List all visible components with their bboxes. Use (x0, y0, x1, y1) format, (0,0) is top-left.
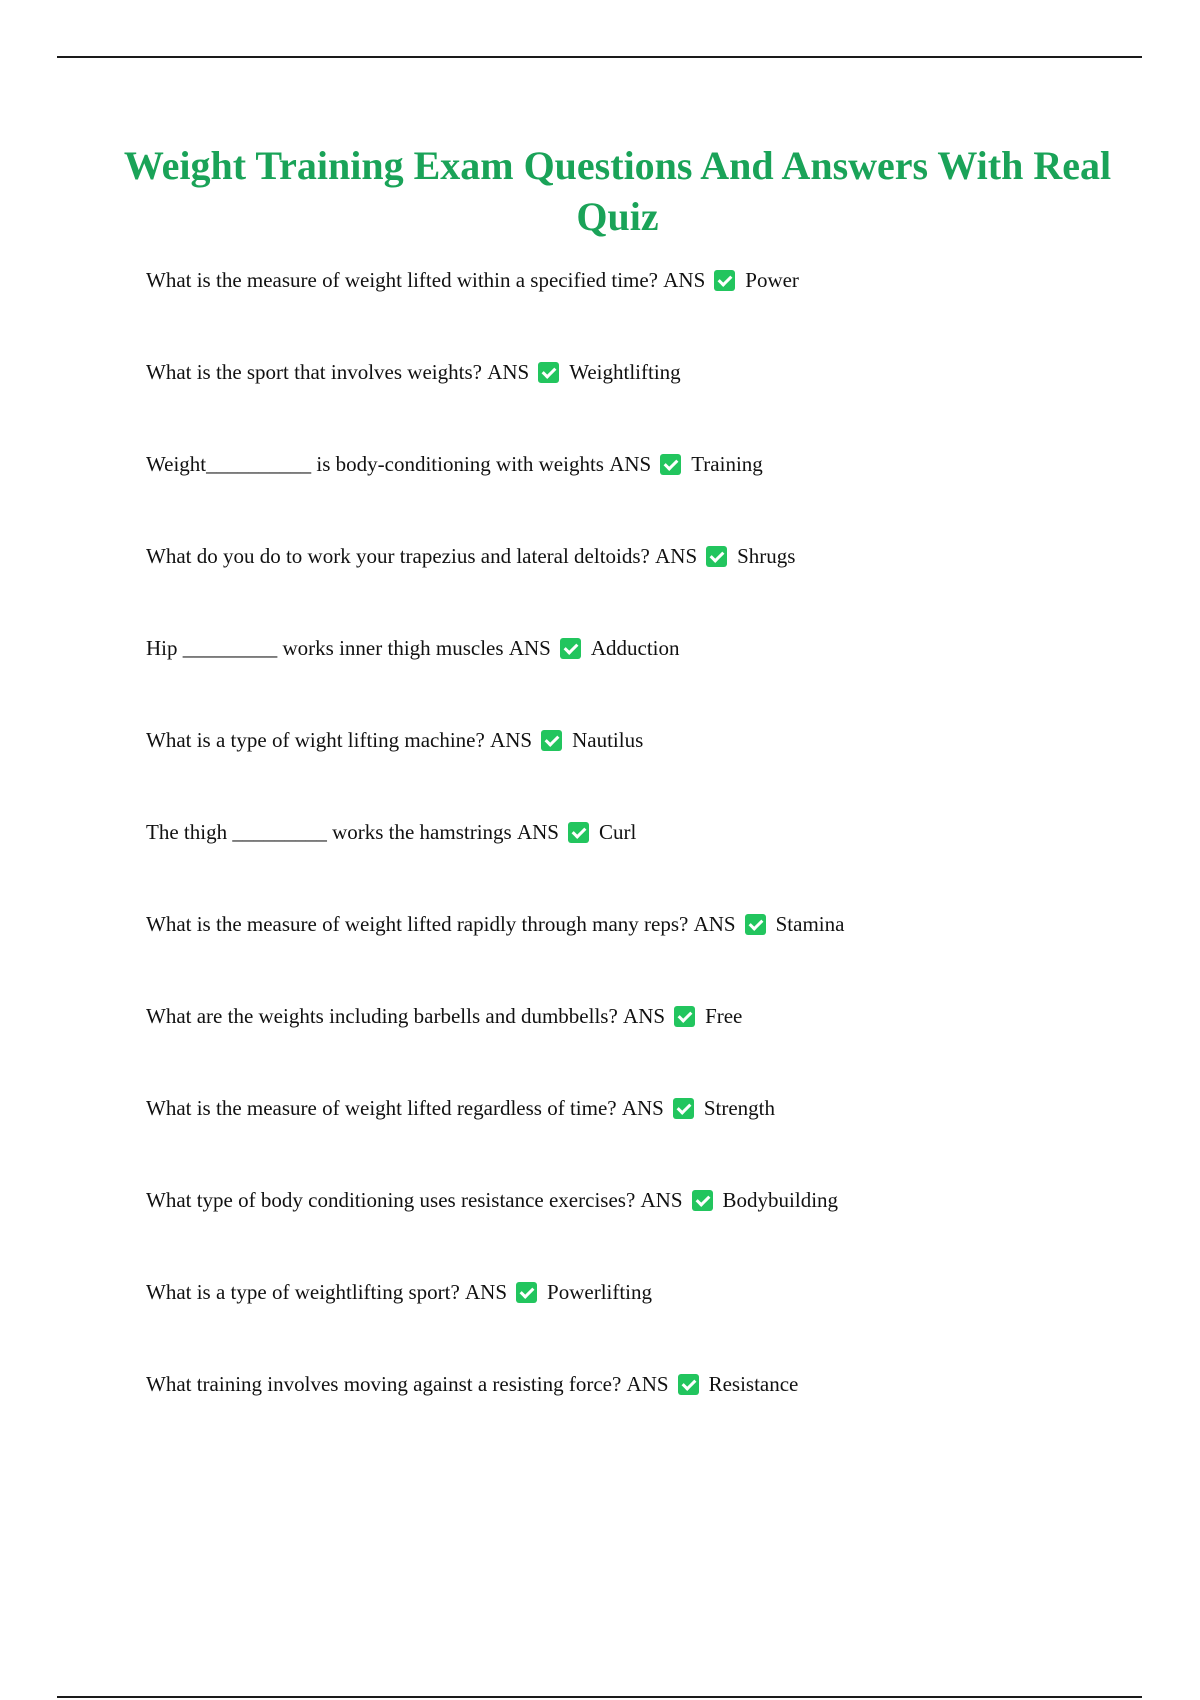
answer-marker: ANS (465, 1280, 508, 1305)
question-text: What type of body conditioning uses resistance exercises? (146, 1188, 636, 1213)
qa-item (146, 998, 1146, 1090)
question-text: What is the measure of weight lifted regardless of time? (146, 1096, 617, 1121)
check-icon (516, 1282, 537, 1303)
answer-marker: ANS (487, 360, 530, 385)
question-text: What training involves moving against a resisting force? (146, 1372, 622, 1397)
qa-item (146, 1090, 1146, 1182)
qa-item (146, 722, 1146, 814)
check-icon (538, 362, 559, 383)
check-icon (660, 454, 681, 475)
answer-marker: ANS (621, 1096, 664, 1121)
qa-item (146, 1366, 1146, 1458)
answer-text: Strength (703, 1096, 776, 1121)
answer-text: Adduction (590, 636, 680, 661)
answer-text: Shrugs (737, 544, 796, 569)
check-icon (678, 1374, 699, 1395)
answer-text: Stamina (775, 912, 845, 937)
answer-text: Resistance (708, 1372, 799, 1397)
check-icon (692, 1190, 713, 1211)
question-text: Hip _________ works inner thigh muscles (146, 636, 504, 661)
check-icon (745, 914, 766, 935)
answer-marker: ANS (626, 1372, 669, 1397)
qa-item (146, 814, 1146, 906)
answer-marker: ANS (663, 268, 706, 293)
document-title: Weight Training Exam Questions And Answers With Real Quiz (123, 143, 1112, 239)
question-text: What is a type of weightlifting sport? (146, 1280, 460, 1305)
answer-text: Bodybuilding (722, 1188, 839, 1213)
qa-item (146, 262, 1146, 354)
check-icon (568, 822, 589, 843)
check-icon (706, 546, 727, 567)
check-icon (714, 270, 735, 291)
qa-item (146, 538, 1146, 630)
answer-marker: ANS (623, 1004, 666, 1029)
answer-text: Nautilus (572, 728, 644, 753)
question-text: Weight__________ is body-conditioning with weights (146, 452, 604, 477)
check-icon (560, 638, 581, 659)
check-icon (541, 730, 562, 751)
qa-item (146, 1182, 1146, 1274)
question-text: What is the measure of weight lifted rapidly through many reps? (146, 912, 689, 937)
question-text: What is a type of wight lifting machine? (146, 728, 485, 753)
question-text: What is the sport that involves weights? (146, 360, 482, 385)
check-icon (673, 1098, 694, 1119)
question-text: The thigh _________ works the hamstrings (146, 820, 512, 845)
check-icon (674, 1006, 695, 1027)
qa-item (146, 1274, 1146, 1366)
question-text: What do you do to work your trapezius and lateral deltoids? (146, 544, 650, 569)
question-text: What are the weights including barbells and dumbbells? (146, 1004, 618, 1029)
answer-marker: ANS (516, 820, 559, 845)
answer-text: Weightlifting (569, 360, 681, 385)
answer-text: Training (691, 452, 763, 477)
question-text: What is the measure of weight lifted within a specified time? (146, 268, 658, 293)
qa-item (146, 906, 1146, 998)
answer-text: Curl (598, 820, 637, 845)
bottom-rule (57, 1696, 1142, 1698)
answer-marker: ANS (693, 912, 736, 937)
qa-item (146, 446, 1146, 538)
answer-marker: ANS (490, 728, 533, 753)
answer-marker: ANS (508, 636, 551, 661)
answer-text: Powerlifting (547, 1280, 653, 1305)
answer-text: Free (705, 1004, 743, 1029)
qa-list (146, 262, 1146, 1458)
qa-item (146, 354, 1146, 446)
answer-marker: ANS (640, 1188, 683, 1213)
answer-text: Power (745, 268, 799, 293)
top-rule (57, 56, 1142, 58)
answer-marker: ANS (609, 452, 652, 477)
qa-item (146, 630, 1146, 722)
answer-marker: ANS (655, 544, 698, 569)
